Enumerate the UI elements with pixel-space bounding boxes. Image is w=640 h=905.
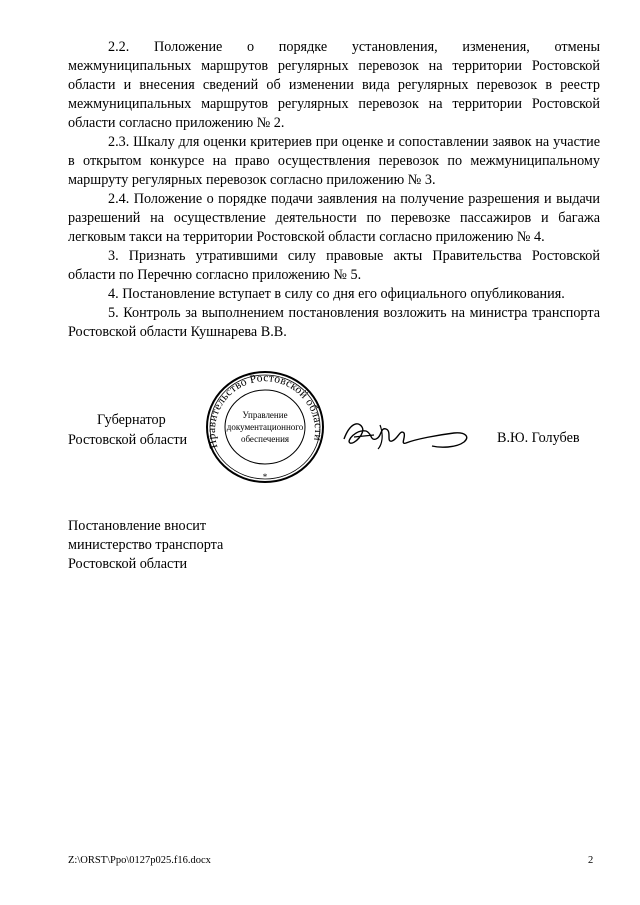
submitted-by-line2: министерство транспорта — [68, 537, 224, 553]
submitted-by-line1: Постановление вносит — [68, 518, 207, 534]
submitted-by-line3: Ростовской области — [68, 556, 188, 572]
submitted-by-block — [68, 517, 223, 574]
footer-page-number: 2 — [588, 855, 594, 866]
seal-star: * — [262, 472, 268, 482]
paragraph-5: 5. Контроль за выполнением постановления возложить на министра транспорта Ростовской области Кушнарева В.В. — [68, 305, 600, 340]
footer-file-path: Z:\ORST\Ppo\0127p025.f16.docx — [68, 855, 211, 866]
handwritten-signature — [340, 415, 480, 455]
paragraph-2-2: 2.2. Положение о порядке установления, изменения, отмены межмуниципальных маршрутов регулярных перевозок на территории Ростовской области и внесения сведений об изменении вида регулярных перевозок в реестр межмуниципальных маршрутов регулярных перевозок на территории Ростовской области согласно приложению № 2. — [68, 39, 600, 131]
paragraph-2-4: 2.4. Положение о порядке подачи заявления на получение разрешения и выдачи разрешений на осуществление деятельности по перевозке пассажиров и багажа легковым такси на территории Ростовской области согласно приложению № 4. — [68, 191, 600, 245]
seal-center-line1: Управление — [242, 410, 288, 420]
signer-name: В.Ю. Голубев — [497, 430, 580, 446]
document-body — [68, 38, 600, 342]
paragraph-2-3: 2.3. Шкалу для оценки критериев при оценке и сопоставлении заявок на участие в открытом конкурсе на право осуществления перевозок по межмуниципальному маршруту регулярных перевозок согласно приложению № 3. — [68, 134, 600, 188]
official-seal — [202, 368, 328, 486]
paragraph-4: 4. Постановление вступает в силу со дня его официального опубликования. — [108, 286, 565, 302]
signature-block — [0, 360, 640, 490]
signer-position-line2: Ростовской области — [68, 432, 188, 448]
signer-position-line1: Губернатор — [97, 412, 166, 428]
seal-center-line3: обеспечения — [240, 434, 290, 444]
seal-ring-text: Правительство Ростовской области — [205, 372, 325, 450]
paragraph-3: 3. Признать утратившими силу правовые акты Правительства Ростовской области по Перечню согласно приложению № 5. — [68, 248, 600, 283]
seal-center-line2: документационного — [226, 422, 304, 432]
